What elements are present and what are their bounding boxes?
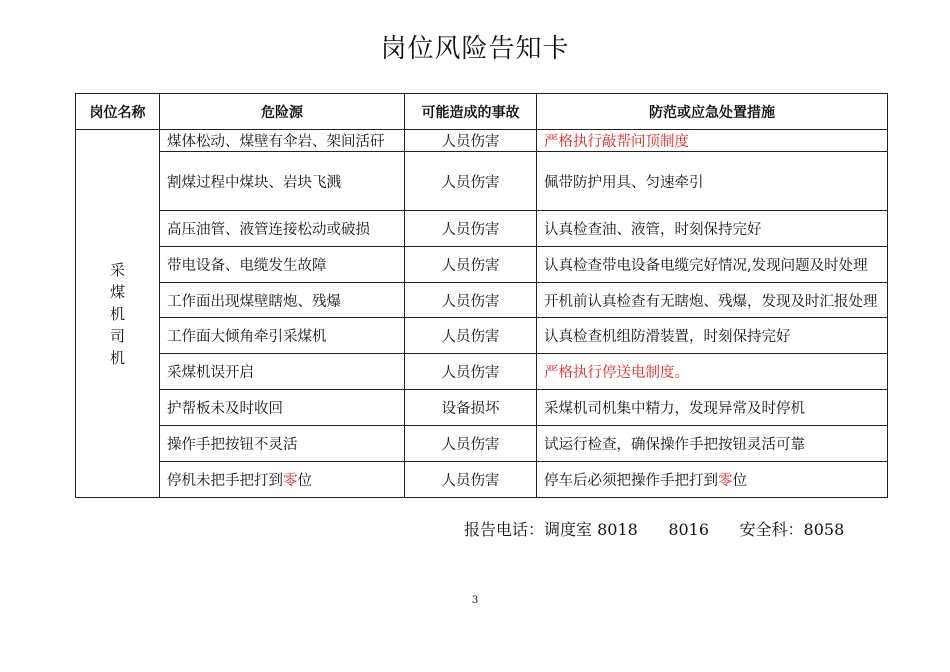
table-row [76,211,888,247]
table-row [76,283,888,318]
page-number: 3 [471,595,479,606]
header-accident: 可能造成的事故 [405,94,537,130]
measure-highlight: 零 [718,473,733,489]
post-name-cell [76,130,160,498]
hazard-cell: 煤体松动、煤壁有伞岩、架间活矸 [160,130,405,152]
measure-cell: 严格执行停送电制度。 [537,354,888,390]
post-name [76,259,159,369]
table-row [76,247,888,283]
table-row [76,152,888,211]
accident-cell: 人员伤害 [405,211,537,247]
hazard-cell: 高压油管、液管连接松动或破损 [160,211,405,247]
accident-cell: 设备损坏 [405,390,537,426]
report-phone-footer: 报告电话：调度室 8018 8016 安全科：8058 [464,520,845,539]
header-hazard: 危险源 [160,94,405,130]
table-row [76,354,888,390]
measure-text: 停车后必须把操作手把打到 [544,473,718,489]
risk-table [75,93,888,498]
hazard-cell: 带电设备、电缆发生故障 [160,247,405,283]
post-name-char: 司 [109,326,125,345]
table-row [76,318,888,354]
hazard-text: 位 [297,473,312,489]
post-name-char: 机 [109,348,125,367]
table-row [76,462,888,498]
measure-cell: 佩带防护用具、匀速牵引 [537,152,888,211]
hazard-cell: 工作面出现煤壁瞎炮、残爆 [160,283,405,318]
accident-cell: 人员伤害 [405,247,537,283]
measure-cell: 认真检查带电设备电缆完好情况,发现问题及时处理 [537,247,888,283]
post-name-char: 机 [109,304,125,323]
post-name-char: 采 [109,260,125,279]
measure-cell: 严格执行敲帮问顶制度 [537,130,888,152]
hazard-highlight: 零 [283,473,298,489]
measure-cell: 采煤机司机集中精力，发现异常及时停机 [537,390,888,426]
hazard-cell: 操作手把按钮不灵活 [160,426,405,462]
post-name-char: 煤 [109,282,125,301]
header-measures: 防范或应急处置措施 [537,94,888,130]
accident-cell: 人员伤害 [405,283,537,318]
measure-cell: 认真检查机组防滑装置，时刻保持完好 [537,318,888,354]
accident-cell: 人员伤害 [405,130,537,152]
table-row [76,426,888,462]
hazard-cell: 工作面大倾角牵引采煤机 [160,318,405,354]
accident-cell: 人员伤害 [405,462,537,498]
table-header-row [76,94,888,130]
table-row [76,390,888,426]
accident-cell: 人员伤害 [405,318,537,354]
measure-text: 位 [732,473,747,489]
hazard-text: 停机未把手把打到 [167,473,283,489]
accident-cell: 人员伤害 [405,426,537,462]
hazard-cell: 割煤过程中煤块、岩块飞溅 [160,152,405,211]
measure-cell: 认真检查油、液管，时刻保持完好 [537,211,888,247]
hazard-cell: 采煤机误开启 [160,354,405,390]
accident-cell: 人员伤害 [405,152,537,211]
hazard-cell [160,462,405,498]
accident-cell: 人员伤害 [405,354,537,390]
hazard-cell: 护帮板未及时收回 [160,390,405,426]
measure-cell: 试运行检查，确保操作手把按钮灵活可靠 [537,426,888,462]
table-row [76,130,888,152]
measure-cell [537,462,888,498]
measure-cell: 开机前认真检查有无瞎炮、残爆，发现及时汇报处理 [537,283,888,318]
header-post: 岗位名称 [76,94,160,130]
page-title: 岗位风险告知卡 [380,34,570,64]
